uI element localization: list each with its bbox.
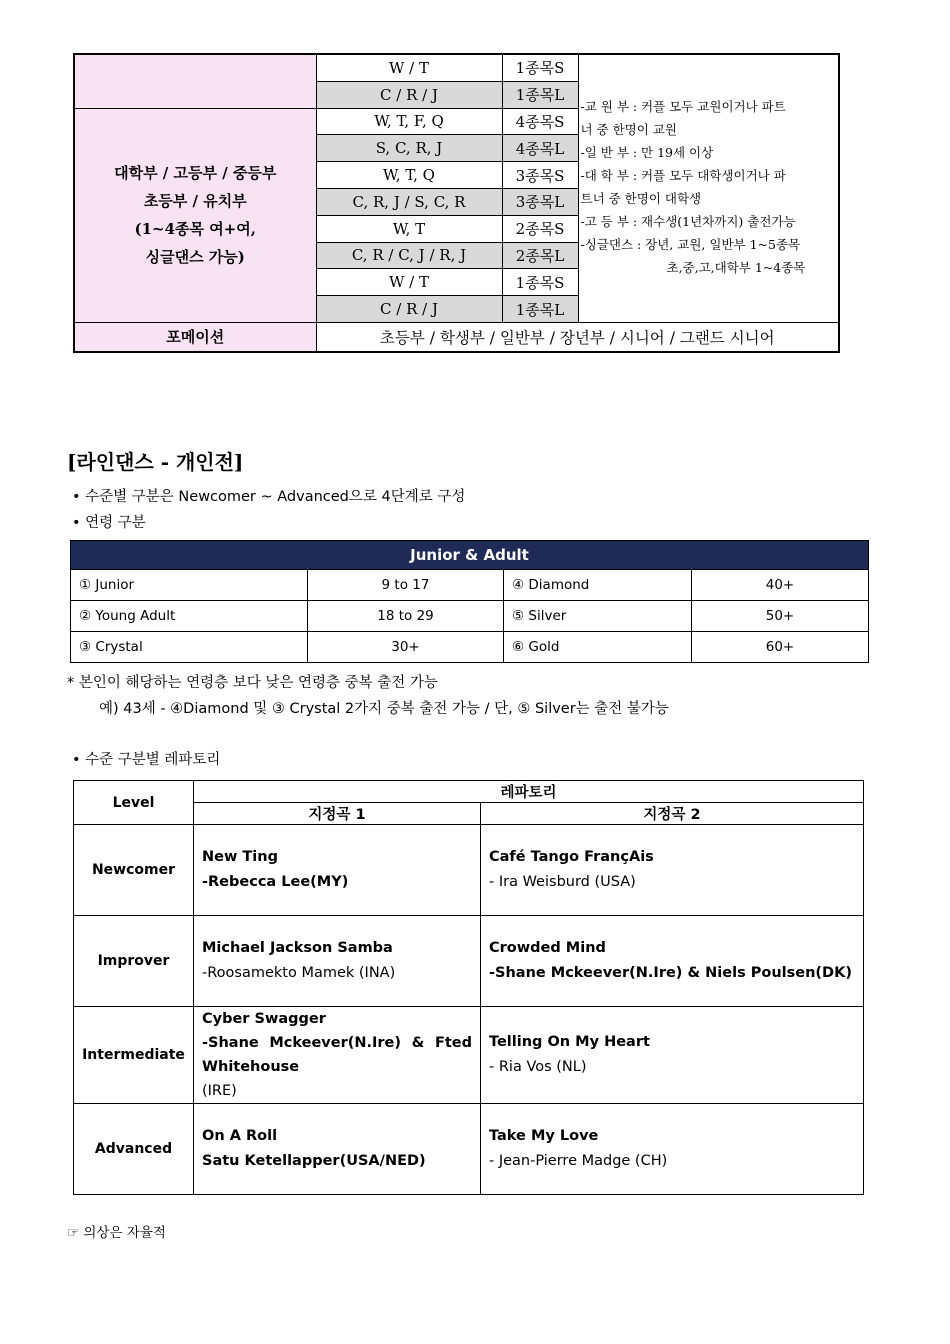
age-label: ① Junior (71, 570, 308, 601)
dance-cell: C / R / J (316, 296, 502, 323)
event-cell: 1종목S (502, 269, 578, 296)
song2-cell (481, 825, 864, 916)
age-value: 50+ (692, 601, 869, 632)
song-artist: - Ira Weisburd (USA) (489, 874, 636, 890)
dance-cell: W / T (316, 54, 502, 81)
song-title: Take My Love (489, 1128, 599, 1144)
dance-cell: W / T (316, 269, 502, 296)
event-cell: 1종목L (502, 296, 578, 323)
song1-cell (194, 825, 481, 916)
event-cell: 4종목S (502, 108, 578, 135)
song1-cell (194, 916, 481, 1007)
song-title: Crowded Mind (489, 940, 606, 956)
song-artist: -Roosamekto Mamek (INA) (202, 965, 396, 981)
age-note-example: 예) 43세 - ④Diamond 및 ③ Crystal 2가지 중복 출전 가능 / 단, ⑤ Silver는 출전 불가능 (99, 701, 669, 717)
song1-cell (194, 1007, 481, 1104)
section-title: [라인댄스 - 개인전] (67, 450, 244, 474)
level-cell: Advanced (74, 1104, 194, 1195)
age-label: ⑤ Silver (504, 601, 692, 632)
dance-cell: W, T, Q (316, 162, 502, 189)
song-artist: -Shane Mckeever(N.Ire) & Niels Poulsen(DK) (489, 965, 852, 981)
song-artist: Satu Ketellapper(USA/NED) (202, 1153, 426, 1169)
age-table-header: Junior & Adult (71, 541, 869, 570)
song-artist-cont: Whitehouse (202, 1059, 300, 1075)
age-label: ④ Diamond (504, 570, 692, 601)
age-value: 30+ (308, 632, 504, 663)
song2-cell (481, 1007, 864, 1104)
event-cell: 2종목S (502, 215, 578, 242)
song2-header: 지정곡 2 (481, 803, 864, 825)
costume-footnote: ☞ 의상은 자율적 (67, 1225, 166, 1241)
event-cell: 3종목L (502, 188, 578, 215)
song1-header: 지정곡 1 (194, 803, 481, 825)
repertoire-table (73, 780, 864, 1195)
song-artist: -Rebecca Lee(MY) (202, 874, 349, 890)
song-artist: - Ria Vos (NL) (489, 1059, 587, 1075)
division-table (73, 53, 840, 353)
dance-cell: W, T, F, Q (316, 108, 502, 135)
age-value: 40+ (692, 570, 869, 601)
level-cell: Newcomer (74, 825, 194, 916)
event-cell: 4종목L (502, 135, 578, 162)
age-note: * 본인이 해당하는 연령층 보다 낮은 연령층 중복 출전 가능 (67, 675, 438, 691)
song-title: Telling On My Heart (489, 1034, 650, 1050)
age-value: 9 to 17 (308, 570, 504, 601)
level-bullet: • 수준별 구분은 Newcomer ~ Advanced으로 4단계로 구성 (72, 489, 466, 505)
song-title: On A Roll (202, 1128, 278, 1144)
song-title: New Ting (202, 849, 278, 865)
song-artist-country: (IRE) (202, 1083, 237, 1099)
event-cell: 2종목L (502, 242, 578, 269)
division-label: 대학부 / 고등부 / 중등부 초등부 / 유치부 (1~4종목 여+여, 싱글댄스 가능) (74, 108, 316, 322)
event-cell: 1종목S (502, 54, 578, 81)
age-value: 60+ (692, 632, 869, 663)
song1-cell (194, 1104, 481, 1195)
age-value: 18 to 29 (308, 601, 504, 632)
formation-value: 초등부 / 학생부 / 일반부 / 장년부 / 시니어 / 그랜드 시니어 (316, 322, 839, 352)
song-title: Cyber Swagger (202, 1011, 326, 1027)
repertoire-header: 레파토리 (194, 781, 864, 803)
division-cell-top (74, 54, 316, 108)
age-table (70, 540, 869, 663)
song-title: Michael Jackson Samba (202, 940, 393, 956)
dance-cell: W, T (316, 215, 502, 242)
song-title: Café Tango FrançAis (489, 849, 654, 865)
age-bullet: • 연령 구분 (72, 515, 146, 531)
formation-label: 포메이션 (74, 322, 316, 352)
level-cell: Improver (74, 916, 194, 1007)
age-label: ⑥ Gold (504, 632, 692, 663)
dance-cell: C, R, J / S, C, R (316, 188, 502, 215)
dance-cell: C / R / J (316, 81, 502, 108)
event-cell: 1종목L (502, 81, 578, 108)
dance-cell: C, R / C, J / R, J (316, 242, 502, 269)
age-label: ② Young Adult (71, 601, 308, 632)
song-artist: -Shane Mckeever(N.Ire) & Fted (202, 1035, 472, 1051)
level-header: Level (74, 781, 194, 825)
song2-cell (481, 916, 864, 1007)
level-cell: Intermediate (74, 1007, 194, 1104)
event-cell: 3종목S (502, 162, 578, 189)
age-label: ③ Crystal (71, 632, 308, 663)
song2-cell (481, 1104, 864, 1195)
repertoire-bullet: • 수준 구분별 레파토리 (72, 752, 221, 768)
dance-cell: S, C, R, J (316, 135, 502, 162)
division-notes: -교 원 부 : 커플 모두 교원이거나 파트 너 중 한명이 교원 -일 반 부 : 만 19세 이상 -대 학 부 : 커플 모두 대학생이거나 파 트너 중 한명이 대학생 -고 등 부 : 재수생(1년차까지) 출전가능 -싱글댄스 : 장년, 교원, 일반부 1~5종목 초,중,고,대학부 1~4종목 (578, 54, 839, 322)
song-artist: - Jean-Pierre Madge (CH) (489, 1153, 668, 1169)
